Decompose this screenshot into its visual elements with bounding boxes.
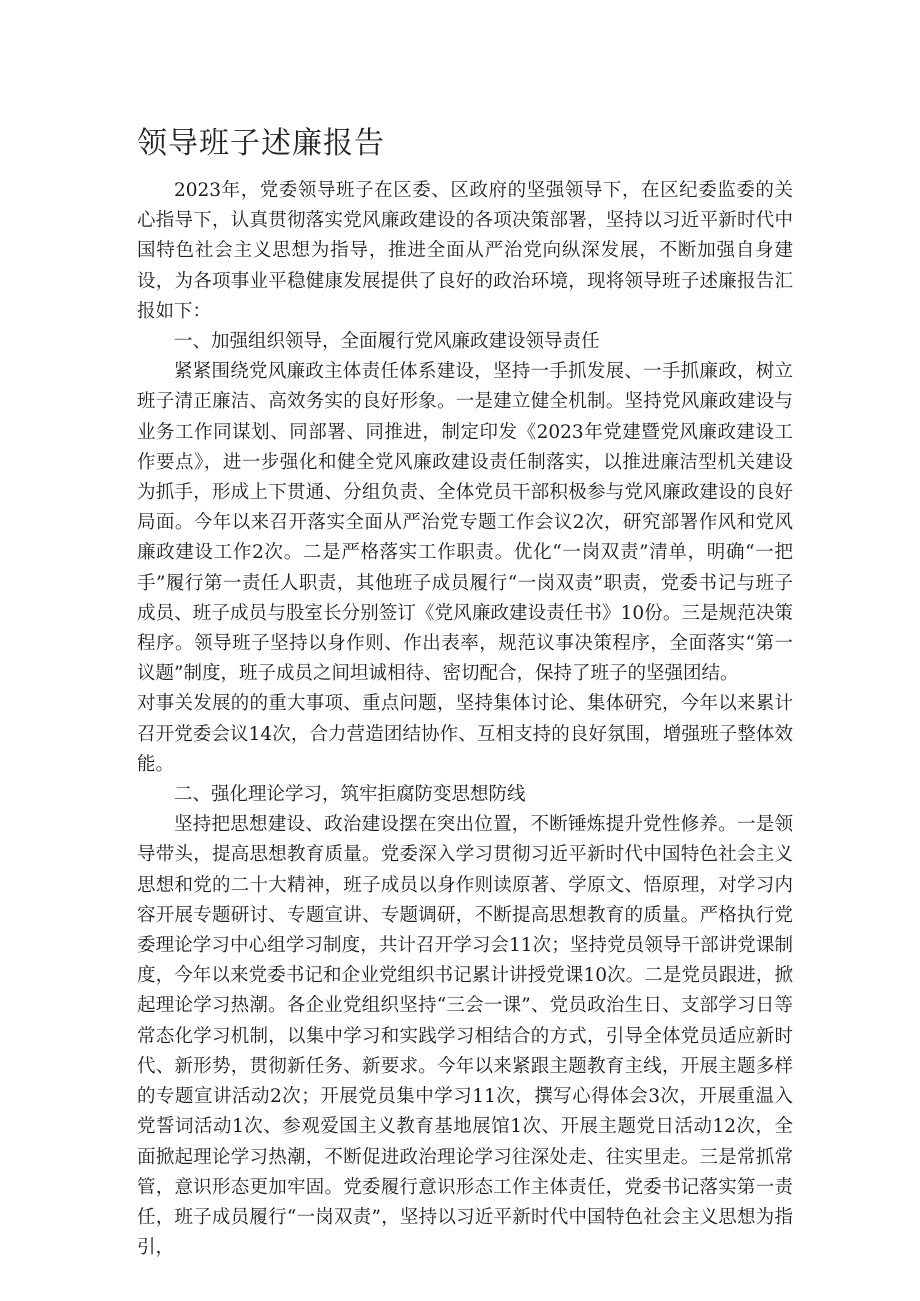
document-title: 领导班子述廉报告 xyxy=(137,126,385,161)
intro-paragraph: 2023年，党委领导班子在区委、区政府的坚强领导下，在区纪委监委的关心指导下，认真贯彻落实党风廉政建设的各项决策部署，坚持以习近平新时代中国特色社会主义思想为指导，推进全面从严治党向纵深发展，不断加强自身建设，为各项事业平稳健康发展提供了良好的政治环境，现将领导班子述廉报告汇报如下： xyxy=(137,180,793,322)
section-2-paragraph-1: 坚持把思想建设、政治建设摆在突出位置，不断锤炼提升党性修养。一是领导带头，提高思想教育质量。党委深入学习贯彻习近平新时代中国特色社会主义思想和党的二十大精神，班子成员以身作则读原著、学原文、悟原理，对学习内容开展专题研讨、专题宣讲、专题调研，不断提高思想教育的质量。严格执行党委理论学习中心组学习制度，共计召开学习会11次；坚持党员领导干部讲党课制度，今年以来党委书记和企业党组织书记累计讲授党课10次。二是党员跟进，掀起理论学习热潮。各企业党组织坚持“三会一课”、党员政治生日、支部学习日等常态化学习机制，以集中学习和实践学习相结合的方式，引导全体党员适应新时代、新形势，贯彻新任务、新要求。今年以来紧跟主题教育主线，开展主题多样的专题宣讲活动2次；开展党员集中学习11次，撰写心得体会3次，开展重温入党誓词活动1次、参观爱国主义教育基地展馆1次、开展主题党日活动12次，全面掀起理论学习热潮，不断促进政治理论学习往深处走、往实里走。三是常抓常管，意识形态更加牢固。党委履行意识形态工作主体责任，党委书记落实第一责任，班子成员履行“一岗双责”，坚持以习近平新时代中国特色社会主义思想为指引， xyxy=(137,814,793,1259)
section-1-paragraph-1: 紧紧围绕党风廉政主体责任体系建设，坚持一手抓发展、一手抓廉政，树立班子清正廉洁、高效务实的良好形象。一是建立健全机制。坚持党风廉政建设与业务工作同谋划、同部署、同推进，制定印发《2023年党建暨党风廉政建设工作要点》，进一步强化和健全党风廉政建设责任制落实，以推进廉洁型机关建设为抓手，形成上下贯通、分组负责、全体党员干部积极参与党风廉政建设的良好局面。今年以来召开落实全面从严治党专题工作会议2次，研究部署作风和党风廉政建设工作2次。二是严格落实工作职责。优化“一岗双责”清单，明确“一把手”履行第一责任人职责，其他班子成员履行“一岗双责”职责，党委书记与班子成员、班子成员与股室长分别签订《党风廉政建设责任书》10份。三是规范决策程序。领导班子坚持以身作则、作出表率，规范议事决策程序，全面落实“第一议题”制度，班子成员之间坦诚相待、密切配合，保持了班子的坚强团结。 xyxy=(137,361,793,685)
section-1-paragraph-2: 对事关发展的的重大事项、重点问题，坚持集体讨论、集体研究，今年以来累计召开党委会议14次，合力营造团结协作、互相支持的良好氛围，增强班子整体效能。 xyxy=(137,693,793,775)
section-2-heading: 二、强化理论学习，筑牢拒腐防变思想防线 xyxy=(174,784,526,806)
section-1-heading: 一、加强组织领导，全面履行党风廉政建设领导责任 xyxy=(174,331,600,353)
document-body xyxy=(137,176,793,1263)
